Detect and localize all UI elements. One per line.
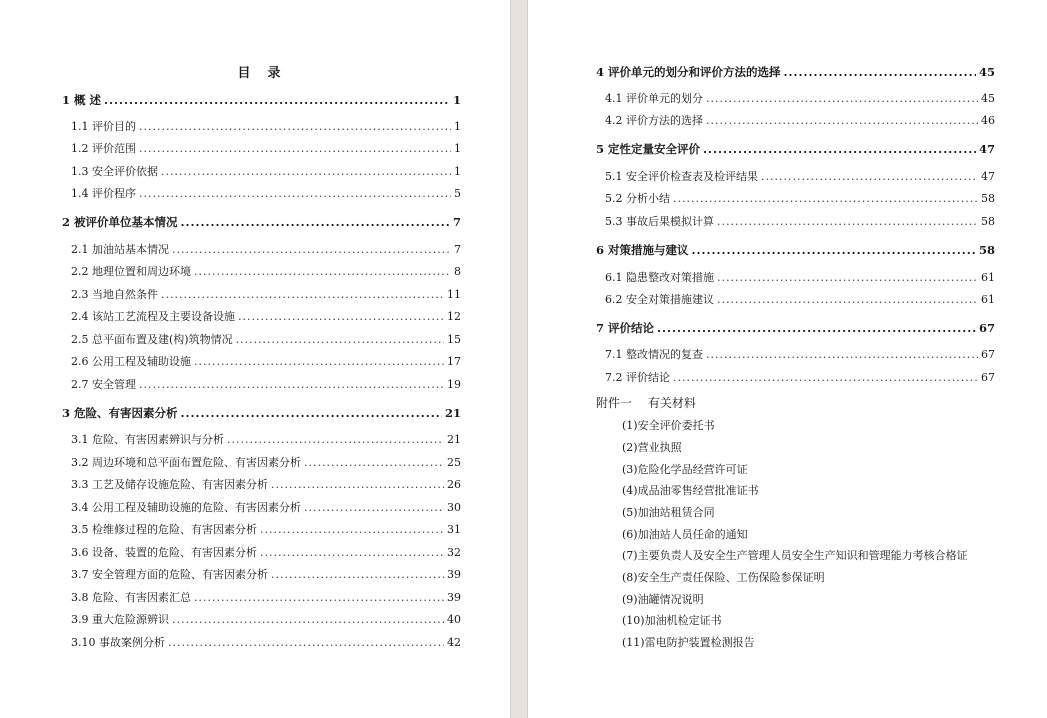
toc-section-entry[interactable] xyxy=(71,164,461,180)
toc-entry-page-number: 31 xyxy=(447,523,461,536)
toc-section-entry[interactable] xyxy=(71,500,461,516)
toc-chapter-entry[interactable] xyxy=(596,242,995,258)
toc-dot-leader xyxy=(238,309,444,325)
annex-item[interactable]: (8)安全生产责任保险、工伤保险参保证明 xyxy=(622,571,825,584)
toc-entry-page-number: 58 xyxy=(978,243,995,257)
toc-dot-leader xyxy=(657,320,976,336)
toc-section-entry[interactable] xyxy=(71,590,461,606)
toc-entry-label: 2.5 总平面布置及建(构)筑物情况 xyxy=(71,333,233,346)
toc-entry-label: 2.7 安全管理 xyxy=(71,378,136,391)
toc-section-entry[interactable] xyxy=(71,377,461,393)
toc-entry-label: 7.1 整改情况的复查 xyxy=(605,348,703,361)
toc-entry-page-number: 8 xyxy=(454,265,461,278)
toc-entry-label: 7.2 评价结论 xyxy=(605,371,670,384)
toc-dot-leader xyxy=(717,270,978,286)
toc-dot-leader xyxy=(271,477,444,493)
toc-dot-leader xyxy=(139,377,444,393)
toc-entry-page-number: 42 xyxy=(447,636,461,649)
toc-entry-page-number: 11 xyxy=(447,288,461,301)
toc-entry-page-number: 47 xyxy=(981,170,995,183)
annex-item[interactable]: (11)雷电防护装置检测报告 xyxy=(622,636,755,649)
toc-entry-label: 3.5 检维修过程的危险、有害因素分析 xyxy=(71,523,257,536)
toc-entry-page-number: 17 xyxy=(447,355,461,368)
toc-entry-page-number: 32 xyxy=(447,546,461,559)
toc-dot-leader xyxy=(181,214,450,230)
toc-entry-page-number: 1 xyxy=(454,165,461,178)
toc-entry-label: 2.4 该站工艺流程及主要设备设施 xyxy=(71,310,235,323)
toc-entry-page-number: 21 xyxy=(444,406,461,420)
toc-entry-label: 1.4 评价程序 xyxy=(71,187,136,200)
toc-entry-label: 3.6 设备、装置的危险、有害因素分析 xyxy=(71,546,257,559)
toc-entry-label: 3.2 周边环境和总平面布置危险、有害因素分析 xyxy=(71,456,301,469)
toc-dot-leader xyxy=(104,92,450,108)
toc-entry-page-number: 1 xyxy=(454,120,461,133)
toc-section-entry[interactable] xyxy=(71,287,461,303)
toc-dot-leader xyxy=(673,370,978,386)
toc-entry-label: 7 评价结论 xyxy=(596,321,655,335)
toc-section-entry[interactable] xyxy=(71,119,461,135)
toc-chapter-entry[interactable] xyxy=(596,64,995,80)
toc-dot-leader xyxy=(673,191,978,207)
annex-item[interactable]: (9)油罐情况说明 xyxy=(622,593,704,606)
toc-entry-label: 5 定性定量安全评价 xyxy=(596,142,701,156)
toc-entry-page-number: 40 xyxy=(447,613,461,626)
annex-item[interactable]: (7)主要负责人及安全生产管理人员安全生产知识和管理能力考核合格证 xyxy=(622,549,968,562)
toc-section-entry[interactable] xyxy=(605,169,995,185)
toc-dot-leader xyxy=(304,500,444,516)
page-gutter xyxy=(510,0,528,718)
toc-entry-page-number: 30 xyxy=(447,501,461,514)
toc-entry-label: 3 危险、有害因素分析 xyxy=(62,406,178,420)
toc-entry-page-number: 67 xyxy=(978,321,995,335)
toc-dot-leader xyxy=(271,567,444,583)
toc-entry-page-number: 47 xyxy=(978,142,995,156)
toc-section-entry[interactable] xyxy=(605,270,995,286)
toc-entry-label: 5.1 安全评价检查表及检评结果 xyxy=(605,170,758,183)
toc-dot-leader xyxy=(692,242,976,258)
toc-chapter-entry[interactable] xyxy=(62,405,461,421)
toc-entry-page-number: 7 xyxy=(454,243,461,256)
toc-entry-page-number: 25 xyxy=(447,456,461,469)
toc-entry-label: 4.1 评价单元的划分 xyxy=(605,92,703,105)
toc-dot-leader xyxy=(236,332,444,348)
toc-chapter-entry[interactable] xyxy=(596,320,995,336)
toc-dot-leader xyxy=(717,292,978,308)
toc-entry-label: 2.2 地理位置和周边环境 xyxy=(71,265,191,278)
toc-chapter-entry[interactable] xyxy=(62,214,461,230)
toc-dot-leader xyxy=(139,141,451,157)
toc-section-entry[interactable] xyxy=(605,347,995,363)
toc-entry-page-number: 46 xyxy=(981,114,995,127)
toc-entry-label: 3.8 危险、有害因素汇总 xyxy=(71,591,191,604)
toc-entry-label: 5.3 事故后果模拟计算 xyxy=(605,215,714,228)
toc-section-entry[interactable] xyxy=(71,432,461,448)
toc-entry-label: 2.1 加油站基本情况 xyxy=(71,243,169,256)
toc-entry-label: 1.2 评价范围 xyxy=(71,142,136,155)
toc-chapter-entry[interactable] xyxy=(596,141,995,157)
toc-entry-page-number: 58 xyxy=(981,192,995,205)
toc-entry-label: 6.2 安全对策措施建议 xyxy=(605,293,714,306)
toc-entry-page-number: 39 xyxy=(447,591,461,604)
toc-section-entry[interactable] xyxy=(71,477,461,493)
toc-entry-page-number: 15 xyxy=(447,333,461,346)
toc-dot-leader xyxy=(181,405,442,421)
toc-section-entry[interactable] xyxy=(605,191,995,207)
toc-section-entry[interactable] xyxy=(71,567,461,583)
annex-heading: 附件一 有关材料 xyxy=(596,396,696,410)
toc-dot-leader xyxy=(784,64,976,80)
toc-entry-label: 4.2 评价方法的选择 xyxy=(605,114,703,127)
toc-section-entry[interactable] xyxy=(605,91,995,107)
toc-entry-page-number: 26 xyxy=(447,478,461,491)
toc-entry-page-number: 67 xyxy=(981,371,995,384)
toc-entry-label: 3.9 重大危险源辨识 xyxy=(71,613,169,626)
toc-dot-leader xyxy=(260,545,444,561)
toc-section-entry[interactable] xyxy=(71,186,461,202)
toc-entry-label: 3.10 事故案例分析 xyxy=(71,636,165,649)
toc-dot-leader xyxy=(703,141,976,157)
toc-dot-leader xyxy=(706,113,978,129)
toc-section-entry[interactable] xyxy=(605,113,995,129)
toc-entry-page-number: 45 xyxy=(981,92,995,105)
annex-item[interactable]: (5)加油站租赁合同 xyxy=(622,506,715,519)
toc-dot-leader xyxy=(139,119,451,135)
annex-item[interactable]: (4)成品油零售经营批准证书 xyxy=(622,484,759,497)
toc-section-entry[interactable] xyxy=(71,354,461,370)
toc-section-entry[interactable] xyxy=(71,242,461,258)
toc-dot-leader xyxy=(139,186,451,202)
toc-dot-leader xyxy=(168,635,444,651)
toc-entry-label: 1 概 述 xyxy=(62,93,102,107)
toc-dot-leader xyxy=(706,347,978,363)
toc-section-entry[interactable] xyxy=(71,545,461,561)
toc-section-entry[interactable] xyxy=(71,455,461,471)
toc-entry-label: 1.3 安全评价依据 xyxy=(71,165,158,178)
toc-entry-label: 5.2 分析小结 xyxy=(605,192,670,205)
toc-entry-page-number: 19 xyxy=(447,378,461,391)
toc-entry-label: 3.3 工艺及储存设施危险、有害因素分析 xyxy=(71,478,268,491)
toc-dot-leader xyxy=(304,455,444,471)
toc-section-entry[interactable] xyxy=(71,264,461,280)
annex-item[interactable]: (6)加油站人员任命的通知 xyxy=(622,528,748,541)
toc-entry-label: 2.3 当地自然条件 xyxy=(71,288,158,301)
toc-section-entry[interactable] xyxy=(71,522,461,538)
toc-entry-page-number: 12 xyxy=(447,310,461,323)
toc-dot-leader xyxy=(194,354,444,370)
toc-entry-page-number: 21 xyxy=(447,433,461,446)
toc-section-entry[interactable] xyxy=(71,332,461,348)
toc-entry-page-number: 5 xyxy=(454,187,461,200)
toc-dot-leader xyxy=(194,590,444,606)
toc-entry-label: 2.6 公用工程及辅助设施 xyxy=(71,355,191,368)
toc-chapter-entry[interactable] xyxy=(62,92,461,108)
toc-entry-label: 4 评价单元的划分和评价方法的选择 xyxy=(596,65,781,79)
toc-entry-page-number: 39 xyxy=(447,568,461,581)
toc-entry-page-number: 45 xyxy=(978,65,995,79)
toc-dot-leader xyxy=(161,287,444,303)
toc-entry-page-number: 7 xyxy=(452,215,461,229)
toc-section-entry[interactable] xyxy=(71,612,461,628)
toc-entry-label: 6 对策措施与建议 xyxy=(596,243,689,257)
toc-dot-leader xyxy=(260,522,444,538)
toc-section-entry[interactable] xyxy=(71,141,461,157)
toc-dot-leader xyxy=(194,264,451,280)
toc-entry-page-number: 1 xyxy=(454,142,461,155)
toc-dot-leader xyxy=(761,169,978,185)
annex-item[interactable]: (3)危险化学品经营许可证 xyxy=(622,463,748,476)
toc-entry-label: 1.1 评价目的 xyxy=(71,120,136,133)
toc-section-entry[interactable] xyxy=(605,370,995,386)
toc-dot-leader xyxy=(717,214,978,230)
toc-dot-leader xyxy=(172,242,451,258)
toc-entry-label: 3.4 公用工程及辅助设施的危险、有害因素分析 xyxy=(71,501,301,514)
toc-entry-page-number: 58 xyxy=(981,215,995,228)
toc-dot-leader xyxy=(172,612,444,628)
toc-entry-label: 2 被评价单位基本情况 xyxy=(62,215,178,229)
toc-section-entry[interactable] xyxy=(71,635,461,651)
toc-dot-leader xyxy=(161,164,451,180)
annex-item[interactable]: (10)加油机检定证书 xyxy=(622,614,722,627)
toc-section-entry[interactable] xyxy=(605,214,995,230)
annex-item[interactable]: (2)营业执照 xyxy=(622,441,682,454)
toc-entry-page-number: 61 xyxy=(981,271,995,284)
toc-entry-label: 3.7 安全管理方面的危险、有害因素分析 xyxy=(71,568,268,581)
toc-entry-page-number: 61 xyxy=(981,293,995,306)
toc-entry-page-number: 1 xyxy=(452,93,461,107)
toc-entry-label: 3.1 危险、有害因素辨识与分析 xyxy=(71,433,224,446)
toc-entry-page-number: 67 xyxy=(981,348,995,361)
toc-section-entry[interactable] xyxy=(71,309,461,325)
toc-section-entry[interactable] xyxy=(605,292,995,308)
annex-item[interactable]: (1)安全评价委托书 xyxy=(622,419,715,432)
toc-title: 目 录 xyxy=(237,66,283,81)
toc-entry-label: 6.1 隐患整改对策措施 xyxy=(605,271,714,284)
toc-dot-leader xyxy=(706,91,978,107)
toc-dot-leader xyxy=(227,432,444,448)
